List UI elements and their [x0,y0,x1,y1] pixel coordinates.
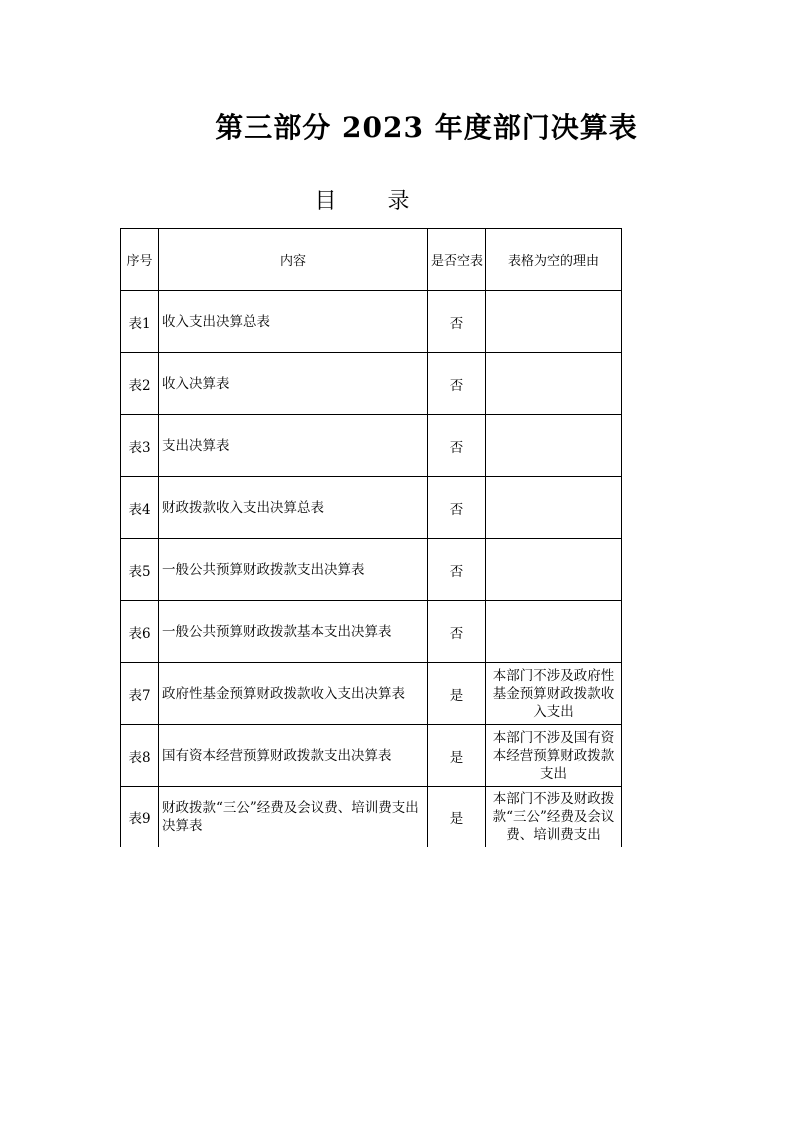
table-row [121,415,622,477]
table-row [121,539,622,601]
row-reason [486,601,622,663]
table-header-row [121,229,622,291]
row-is-empty: 否 [428,415,486,477]
toc-heading: 目 录 [314,189,432,214]
row-no: 表2 [121,353,159,415]
row-is-empty: 否 [428,353,486,415]
row-reason: 本部门不涉及国有资本经营预算财政拨款支出 [486,725,622,787]
table-row [121,353,622,415]
row-no: 表8 [121,725,159,787]
toc-table [120,228,622,847]
row-reason [486,539,622,601]
row-content: 支出决算表 [159,415,428,477]
row-is-empty: 是 [428,663,486,725]
row-is-empty: 否 [428,539,486,601]
row-content: 财政拨款“三公”经费及会议费、培训费支出决算表 [159,787,428,848]
row-is-empty: 否 [428,291,486,353]
row-no: 表3 [121,415,159,477]
row-content: 收入支出决算总表 [159,291,428,353]
row-content: 财政拨款收入支出决算总表 [159,477,428,539]
row-reason: 本部门不涉及政府性基金预算财政拨款收入支出 [486,663,622,725]
row-content: 一般公共预算财政拨款支出决算表 [159,539,428,601]
row-reason: 本部门不涉及财政拨款“三公”经费及会议费、培训费支出 [486,787,622,848]
table-row [121,477,622,539]
row-no: 表5 [121,539,159,601]
row-content: 政府性基金预算财政拨款收入支出决算表 [159,663,428,725]
row-no: 表7 [121,663,159,725]
row-no: 表6 [121,601,159,663]
table-row [121,291,622,353]
header-no: 序号 [121,229,159,291]
row-reason [486,291,622,353]
row-content: 一般公共预算财政拨款基本支出决算表 [159,601,428,663]
row-no: 表9 [121,787,159,848]
row-content: 收入决算表 [159,353,428,415]
row-is-empty: 否 [428,601,486,663]
table-row [121,725,622,787]
row-no: 表4 [121,477,159,539]
row-is-empty: 是 [428,725,486,787]
table-row [121,787,622,848]
row-reason [486,415,622,477]
row-no: 表1 [121,291,159,353]
row-is-empty: 否 [428,477,486,539]
header-content: 内容 [159,229,428,291]
header-is-empty: 是否空表 [428,229,486,291]
row-reason [486,353,622,415]
row-is-empty: 是 [428,787,486,848]
table-row [121,601,622,663]
table-row [121,663,622,725]
row-reason [486,477,622,539]
row-content: 国有资本经营预算财政拨款支出决算表 [159,725,428,787]
page-title: 第三部分 2023 年度部门决算表 [215,111,638,144]
header-reason: 表格为空的理由 [486,229,622,291]
